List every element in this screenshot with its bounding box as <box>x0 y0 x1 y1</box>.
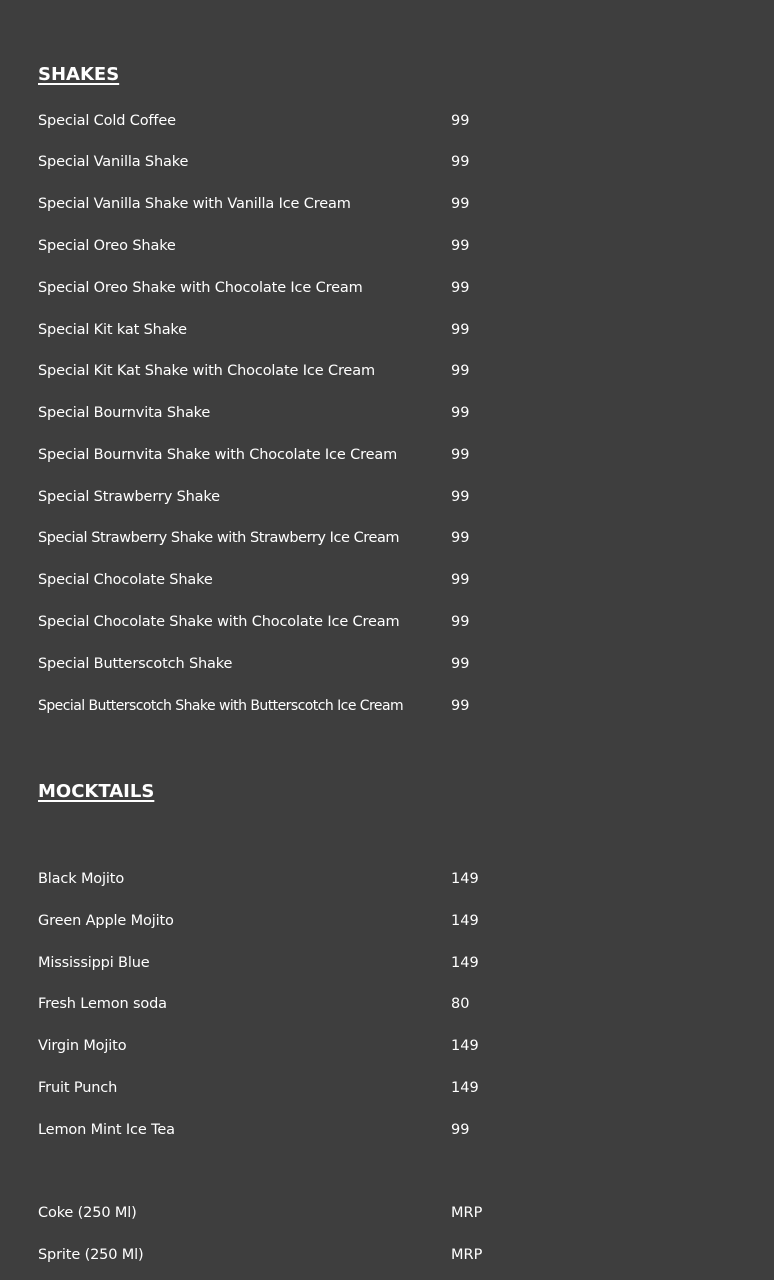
item-price: 99 <box>451 614 470 630</box>
item-price: 99 <box>451 405 470 421</box>
item-name: Black Mojito <box>38 871 125 887</box>
item-price: 99 <box>451 698 470 714</box>
menu-item <box>0 443 774 467</box>
menu-item <box>0 1201 774 1225</box>
menu-item <box>0 951 774 975</box>
item-name: Special Chocolate Shake with Chocolate Ice Cream <box>38 614 400 630</box>
menu-item <box>0 276 774 300</box>
section-heading-mocktails: MOCKTAILS <box>38 781 155 802</box>
menu-item <box>0 694 774 718</box>
menu-item <box>0 109 774 133</box>
item-name: Mississippi Blue <box>38 955 150 971</box>
item-name: Special Oreo Shake <box>38 238 176 254</box>
menu-item <box>0 401 774 425</box>
item-name: Special Bournvita Shake <box>38 405 211 421</box>
menu-item <box>0 1243 774 1267</box>
item-price: 99 <box>451 1122 470 1138</box>
item-price: MRP <box>451 1247 483 1263</box>
menu-item <box>0 526 774 550</box>
item-name: Green Apple Mojito <box>38 913 174 929</box>
item-price: 99 <box>451 280 470 296</box>
item-price: 149 <box>451 955 479 971</box>
item-name: Special Chocolate Shake <box>38 572 213 588</box>
item-price: 149 <box>451 1080 479 1096</box>
item-name: Special Vanilla Shake with Vanilla Ice Cream <box>38 196 351 212</box>
menu-item <box>0 992 774 1016</box>
item-name: Fresh Lemon soda <box>38 996 167 1012</box>
menu-item <box>0 652 774 676</box>
item-price: 80 <box>451 996 470 1012</box>
item-price: 149 <box>451 1038 479 1054</box>
item-price: 99 <box>451 530 470 546</box>
menu-item <box>0 485 774 509</box>
item-name: Special Kit kat Shake <box>38 322 187 338</box>
item-price: 99 <box>451 489 470 505</box>
item-price: 149 <box>451 913 479 929</box>
item-price: 149 <box>451 871 479 887</box>
menu-item <box>0 909 774 933</box>
item-price: 99 <box>451 196 470 212</box>
item-name: Special Butterscotch Shake <box>38 656 233 672</box>
item-price: 99 <box>451 656 470 672</box>
item-name: Special Cold Coffee <box>38 113 176 129</box>
item-name: Special Kit Kat Shake with Chocolate Ice Cream <box>38 363 375 379</box>
item-price: 99 <box>451 322 470 338</box>
item-name: Special Strawberry Shake with Strawberry Ice Cream <box>38 530 400 546</box>
menu-item <box>0 1034 774 1058</box>
menu-item <box>0 610 774 634</box>
item-price: MRP <box>451 1205 483 1221</box>
item-name: Special Bournvita Shake with Chocolate Ice Cream <box>38 447 398 463</box>
item-price: 99 <box>451 447 470 463</box>
menu-item <box>0 359 774 383</box>
menu-item <box>0 867 774 891</box>
item-price: 99 <box>451 363 470 379</box>
item-name: Virgin Mojito <box>38 1038 127 1054</box>
menu-item <box>0 192 774 216</box>
item-name: Sprite (250 Ml) <box>38 1247 144 1263</box>
item-price: 99 <box>451 154 470 170</box>
menu-item <box>0 568 774 592</box>
item-price: 99 <box>451 238 470 254</box>
item-name: Special Butterscotch Shake with Butterscotch Ice Cream <box>38 698 404 714</box>
menu-item <box>0 1076 774 1100</box>
menu-item <box>0 1118 774 1142</box>
item-name: Fruit Punch <box>38 1080 118 1096</box>
menu-item <box>0 150 774 174</box>
item-price: 99 <box>451 572 470 588</box>
section-heading-shakes: SHAKES <box>38 64 120 85</box>
item-name: Special Strawberry Shake <box>38 489 220 505</box>
menu-item <box>0 234 774 258</box>
item-name: Coke (250 Ml) <box>38 1205 137 1221</box>
item-price: 99 <box>451 113 470 129</box>
item-name: Special Vanilla Shake <box>38 154 189 170</box>
item-name: Lemon Mint Ice Tea <box>38 1122 175 1138</box>
item-name: Special Oreo Shake with Chocolate Ice Cream <box>38 280 363 296</box>
menu-item <box>0 318 774 342</box>
